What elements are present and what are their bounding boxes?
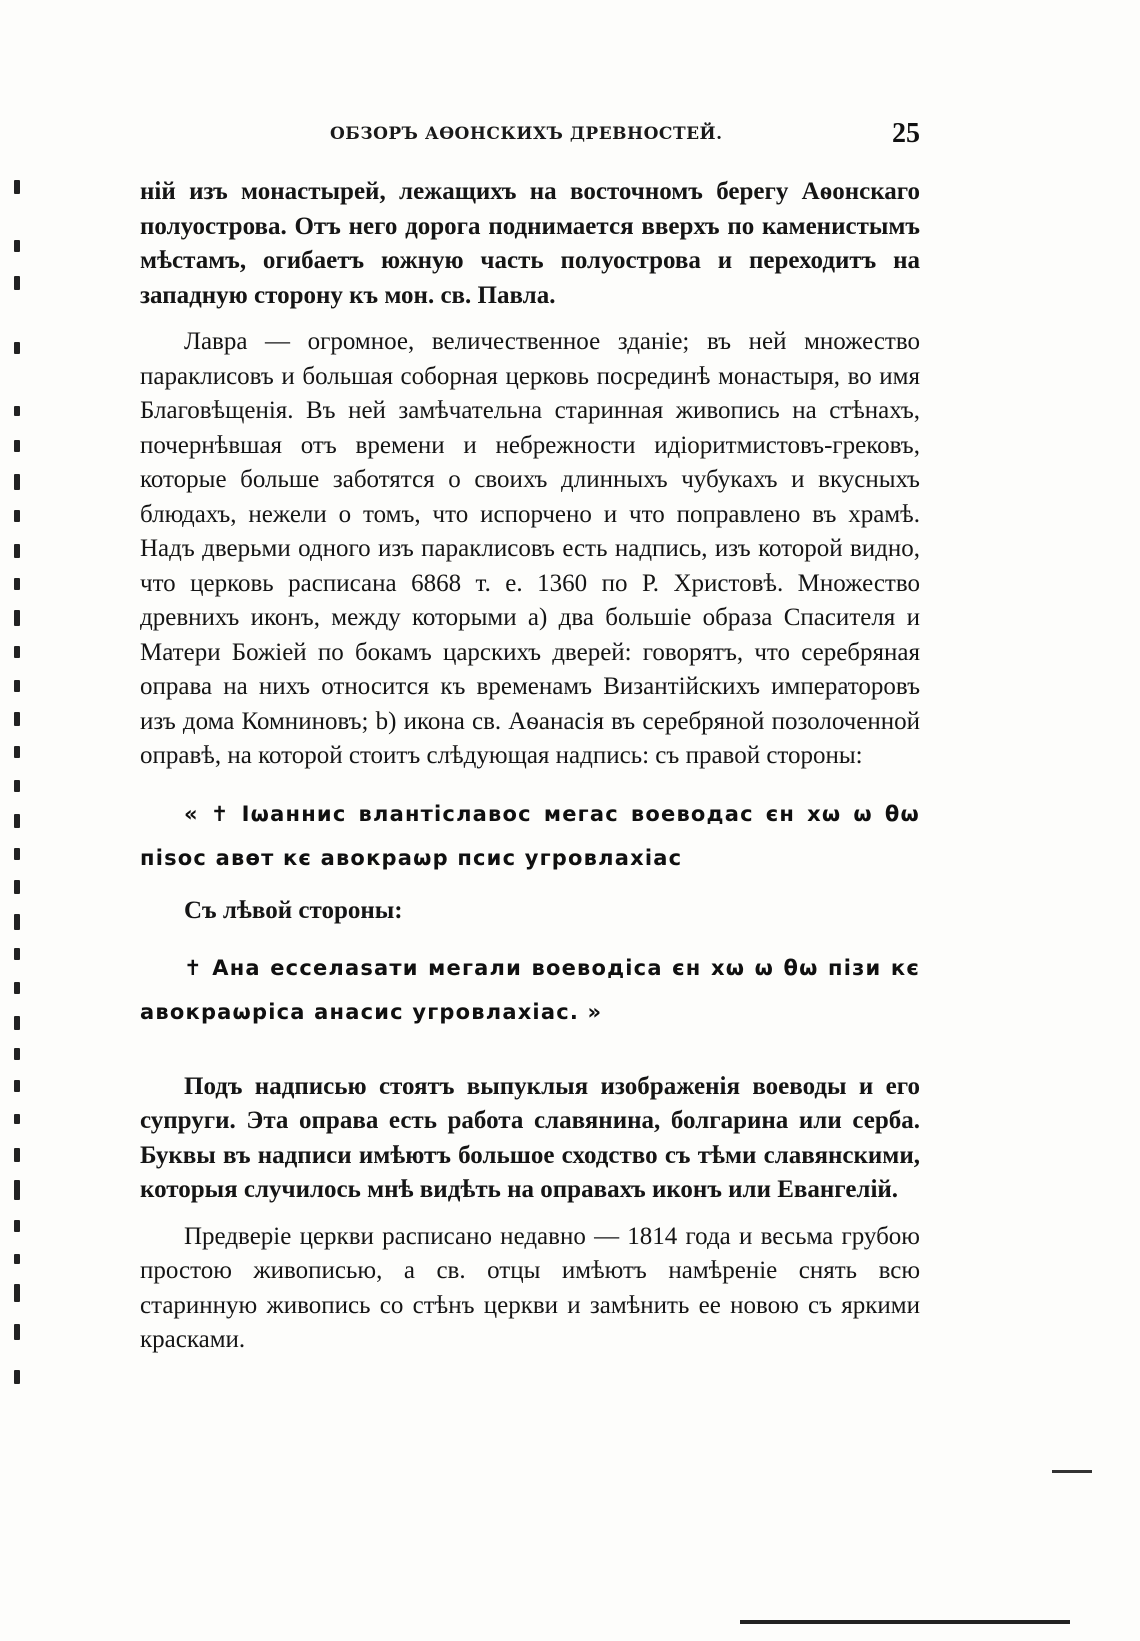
paragraph-continuation: ній изъ монастырей, лежащихъ на восточномъ берегу Аѳонскаго полуострова. Отъ него дорога поднимается вверхъ по каменистымъ мѣстамъ, огибаетъ южную часть полуострова и переходитъ на западную сторону къ мон. св. Павла.	[140, 178, 920, 309]
inscription-right-side: « ✝ Іωаннис влантіславос мегас воеводас єн хѡ ѡ θѡ пisoc авѳт кє авокраѡр псис угровлахіас	[140, 801, 920, 870]
page-number: 25	[892, 118, 920, 149]
inscription-left-side: ✝ Ана есселаsати мегали воеводіса єн хѡ ѡ θѡ пізи кє авокраѡріса анасис угровлахіас. »	[140, 955, 920, 1024]
spacer	[140, 1048, 920, 1070]
paragraph-lavra: Лавра — огромное, величественное зданіе; въ ней множество параклисовъ и большая соборная церковь посрединѣ монастыря, во имя Благовѣщенія. Въ ней замѣчательна старинная живопись на стѣнахъ, почернѣвшая отъ времени и небрежности идіоритмистовъ-грековъ, которые больше заботятся о своихъ длинныхъ чубукахъ и вкусныхъ блюдахъ, нежели о томъ, что испорчено и что поправлено въ храмѣ. Надъ дверьми одного изъ параклисовъ есть надпись, изъ которой видно, что церковь расписана 6868 т. е. 1360 по Р. Христовѣ. Множество древнихъ иконъ, между которыми а) два большіе образа Спасителя и Матери Божіей по бокамъ царскихъ дверей: говорятъ, что серебряная оправа на нихъ относится къ временамъ Византійскихъ императоровъ изъ дома Комниновъ; b) икона св. Аѳанасія въ серебряной позолоченной оправѣ, на которой стоитъ слѣдующая надпись: съ правой стороны:	[140, 328, 920, 769]
left-side-label: Съ лѣвой стороны:	[184, 896, 403, 924]
bottom-edge-rule	[740, 1620, 1070, 1624]
running-title: ОБЗОРЪ АѲОНСКИХЪ ДРЕВНОСТЕЙ.	[330, 124, 723, 144]
paragraph-under-inscription: Подъ надписью стоятъ выпуклыя изображенія воеводы и его супруги. Эта оправа есть работа славянина, болгарина или серба. Буквы въ надписи имѣютъ большое сходство съ тѣми славянскими, которыя случилось мнѣ видѣть на оправахъ иконъ или Евангелій.	[140, 1072, 920, 1203]
scan-mark	[1052, 1470, 1092, 1473]
running-head	[140, 118, 920, 154]
main-text	[140, 175, 920, 1370]
gutter-scan-marks	[14, 180, 30, 1470]
paragraph-narthex: Предверіе церкви расписано недавно — 1814 года и весьма грубою простою живописью, а св. отцы имѣютъ намѣреніе снять всю старинную живопись со стѣнъ церкви и замѣнить ее новою съ яркими красками.	[140, 1222, 920, 1353]
